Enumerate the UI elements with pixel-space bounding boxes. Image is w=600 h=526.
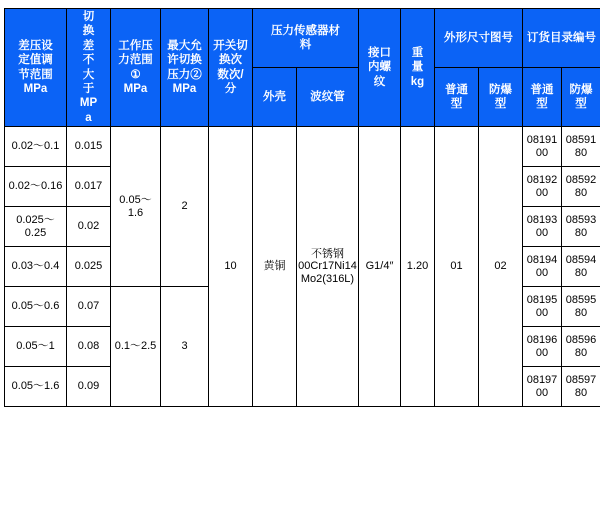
- header-outline-explosion-proof: 防爆 型: [479, 68, 523, 127]
- header-sensor-material-group: 压力传感器材 料: [253, 9, 359, 68]
- cell-order-normal: 0819400: [523, 247, 562, 287]
- cell-order-normal: 0819300: [523, 207, 562, 247]
- header-sensor-shell: 外壳: [253, 68, 297, 127]
- cell-order-explosion-proof: 0859380: [562, 207, 600, 247]
- specification-table: [4, 8, 600, 407]
- cell-outline-normal: 01: [435, 127, 479, 407]
- header-diff-set-range: 差压设 定值调 节范围 MPa: [5, 9, 67, 127]
- cell-diff-set-range: 0.05～1.6: [5, 367, 67, 407]
- cell-switch-frequency: 10: [209, 127, 253, 407]
- header-order-catalog-group: 订货目录编号: [523, 9, 600, 68]
- cell-outline-explosion-proof: 02: [479, 127, 523, 407]
- cell-order-normal: 0819600: [523, 327, 562, 367]
- header-work-pressure-range: 工作压 力范围 ① MPa: [111, 9, 161, 127]
- header-order-normal: 普通 型: [523, 68, 562, 127]
- cell-switch-diff: 0.02: [67, 207, 111, 247]
- cell-order-explosion-proof: 0859680: [562, 327, 600, 367]
- header-outline-normal: 普通 型: [435, 68, 479, 127]
- cell-switch-diff: 0.025: [67, 247, 111, 287]
- cell-connector-thread: G1/4″: [359, 127, 401, 407]
- header-switch-diff: 切 换 差 不 大 于 MP a: [67, 9, 111, 127]
- cell-order-normal: 0819500: [523, 287, 562, 327]
- cell-order-explosion-proof: 0859780: [562, 367, 600, 407]
- cell-switch-diff: 0.09: [67, 367, 111, 407]
- header-order-explosion-proof: 防爆 型: [562, 68, 600, 127]
- cell-max-pressure-bottom: 3: [161, 287, 209, 407]
- cell-order-explosion-proof: 0859280: [562, 167, 600, 207]
- table-row: [5, 127, 600, 167]
- cell-order-explosion-proof: 0859480: [562, 247, 600, 287]
- header-sensor-bellows: 波纹管: [297, 68, 359, 127]
- cell-diff-set-range: 0.02～0.16: [5, 167, 67, 207]
- cell-order-normal: 0819700: [523, 367, 562, 407]
- table-header: [5, 9, 600, 127]
- cell-switch-diff: 0.015: [67, 127, 111, 167]
- cell-switch-diff: 0.07: [67, 287, 111, 327]
- cell-max-pressure-top: 2: [161, 127, 209, 287]
- cell-order-explosion-proof: 0859180: [562, 127, 600, 167]
- header-connector-thread: 接口 内螺 纹: [359, 9, 401, 127]
- cell-order-normal: 0819100: [523, 127, 562, 167]
- cell-shell-material: 黄铜: [253, 127, 297, 407]
- header-row-1: [5, 9, 600, 68]
- header-outline-drawing-group: 外形尺寸图号: [435, 9, 523, 68]
- cell-bellows-material: 不锈钢00Cr17Ni14Mo2(316L): [297, 127, 359, 407]
- cell-switch-diff: 0.08: [67, 327, 111, 367]
- header-max-switch-pressure: 最大允 许切换 压力② MPa: [161, 9, 209, 127]
- cell-order-explosion-proof: 0859580: [562, 287, 600, 327]
- cell-diff-set-range: 0.02～0.1: [5, 127, 67, 167]
- cell-switch-diff: 0.017: [67, 167, 111, 207]
- header-switch-frequency: 开关切 换次 数次/ 分: [209, 9, 253, 127]
- cell-work-pressure-range-bottom: 0.1～2.5: [111, 287, 161, 407]
- table-body: [5, 127, 600, 407]
- header-weight: 重 量 kg: [401, 9, 435, 127]
- cell-diff-set-range: 0.05～0.6: [5, 287, 67, 327]
- cell-diff-set-range: 0.05～1: [5, 327, 67, 367]
- cell-work-pressure-range-top: 0.05～1.6: [111, 127, 161, 287]
- cell-diff-set-range: 0.03～0.4: [5, 247, 67, 287]
- cell-order-normal: 0819200: [523, 167, 562, 207]
- cell-weight: 1.20: [401, 127, 435, 407]
- cell-diff-set-range: 0.025～0.25: [5, 207, 67, 247]
